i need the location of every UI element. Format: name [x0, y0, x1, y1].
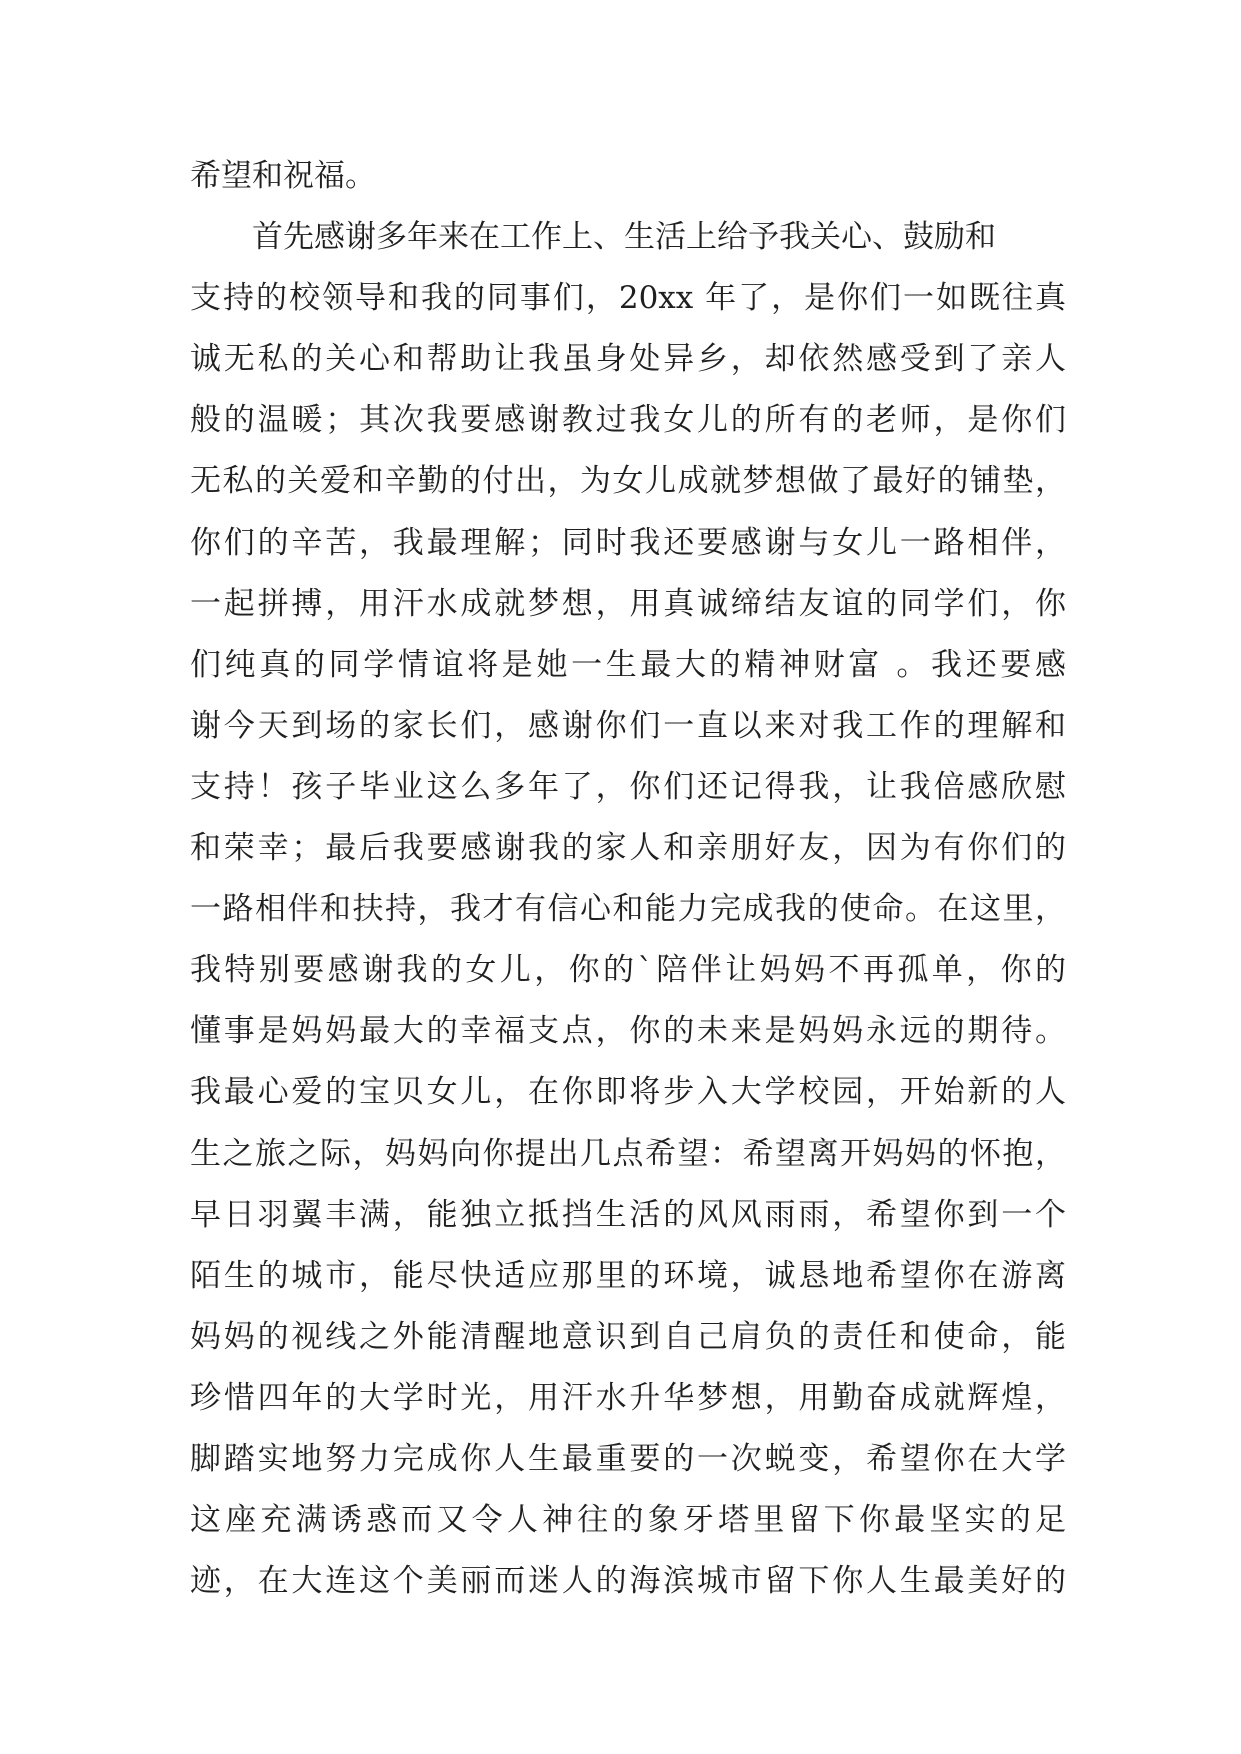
- text-line: 脚踏实地努力完成你人生最重要的一次蜕变，希望你在大学: [190, 1440, 1066, 1477]
- text-line: 们纯真的同学情谊将是她一生最大的精神财富 。我还要感: [190, 646, 1066, 683]
- text-line: 懂事是妈妈最大的幸福支点，你的未来是妈妈永远的期待。: [190, 1013, 1066, 1050]
- text-line: 希望和祝福。: [190, 158, 376, 194]
- text-line: 生之旅之际，妈妈向你提出几点希望：希望离开妈妈的怀抱，: [190, 1135, 1066, 1172]
- text-line: 这座充满诱惑而又令人神往的象牙塔里留下你最坚实的足: [190, 1502, 1066, 1539]
- text-line: 般的温暖；其次我要感谢教过我女儿的所有的老师，是你们: [190, 402, 1066, 439]
- text-line: 和荣幸；最后我要感谢我的家人和亲朋好友，因为有你们的: [190, 830, 1066, 867]
- text-line: 谢今天到场的家长们，感谢你们一直以来对我工作的理解和: [190, 707, 1066, 744]
- text-line: 珍惜四年的大学时光，用汗水升华梦想，用勤奋成就辉煌，: [190, 1379, 1066, 1416]
- text-line: 早日羽翼丰满，能独立抵挡生活的风风雨雨，希望你到一个: [190, 1196, 1066, 1233]
- text-line: 陌生的城市，能尽快适应那里的环境，诚恳地希望你在游离: [190, 1257, 1066, 1294]
- text-line: 一起拼搏，用汗水成就梦想，用真诚缔结友谊的同学们，你: [190, 585, 1066, 622]
- text-line: 诚无私的关心和帮助让我虽身处异乡，却依然感受到了亲人: [190, 341, 1066, 378]
- text-line: 一路相伴和扶持，我才有信心和能力完成我的使命。在这里，: [190, 891, 1066, 928]
- text-line: 首先感谢多年来在工作上、生活上给予我关心、鼓励和: [252, 219, 996, 256]
- text-line: 迹，在大连这个美丽而迷人的海滨城市留下你人生最美好的: [190, 1563, 1066, 1600]
- document-body: [190, 146, 1066, 1612]
- text-line: 支持的校领导和我的同事们，20xx 年了，是你们一如既往真: [190, 280, 1066, 317]
- text-line: 我最心爱的宝贝女儿，在你即将步入大学校园，开始新的人: [190, 1074, 1066, 1111]
- text-line: 无私的关爱和辛勤的付出，为女儿成就梦想做了最好的铺垫，: [190, 463, 1066, 500]
- text-line: 妈妈的视线之外能清醒地意识到自己肩负的责任和使命，能: [190, 1318, 1066, 1355]
- text-line: 我特别要感谢我的女儿，你的`陪伴让妈妈不再孤单，你的: [190, 952, 1066, 989]
- text-line: 支持！孩子毕业这么多年了，你们还记得我，让我倍感欣慰: [190, 768, 1066, 805]
- text-line: 你们的辛苦，我最理解；同时我还要感谢与女儿一路相伴，: [190, 524, 1066, 561]
